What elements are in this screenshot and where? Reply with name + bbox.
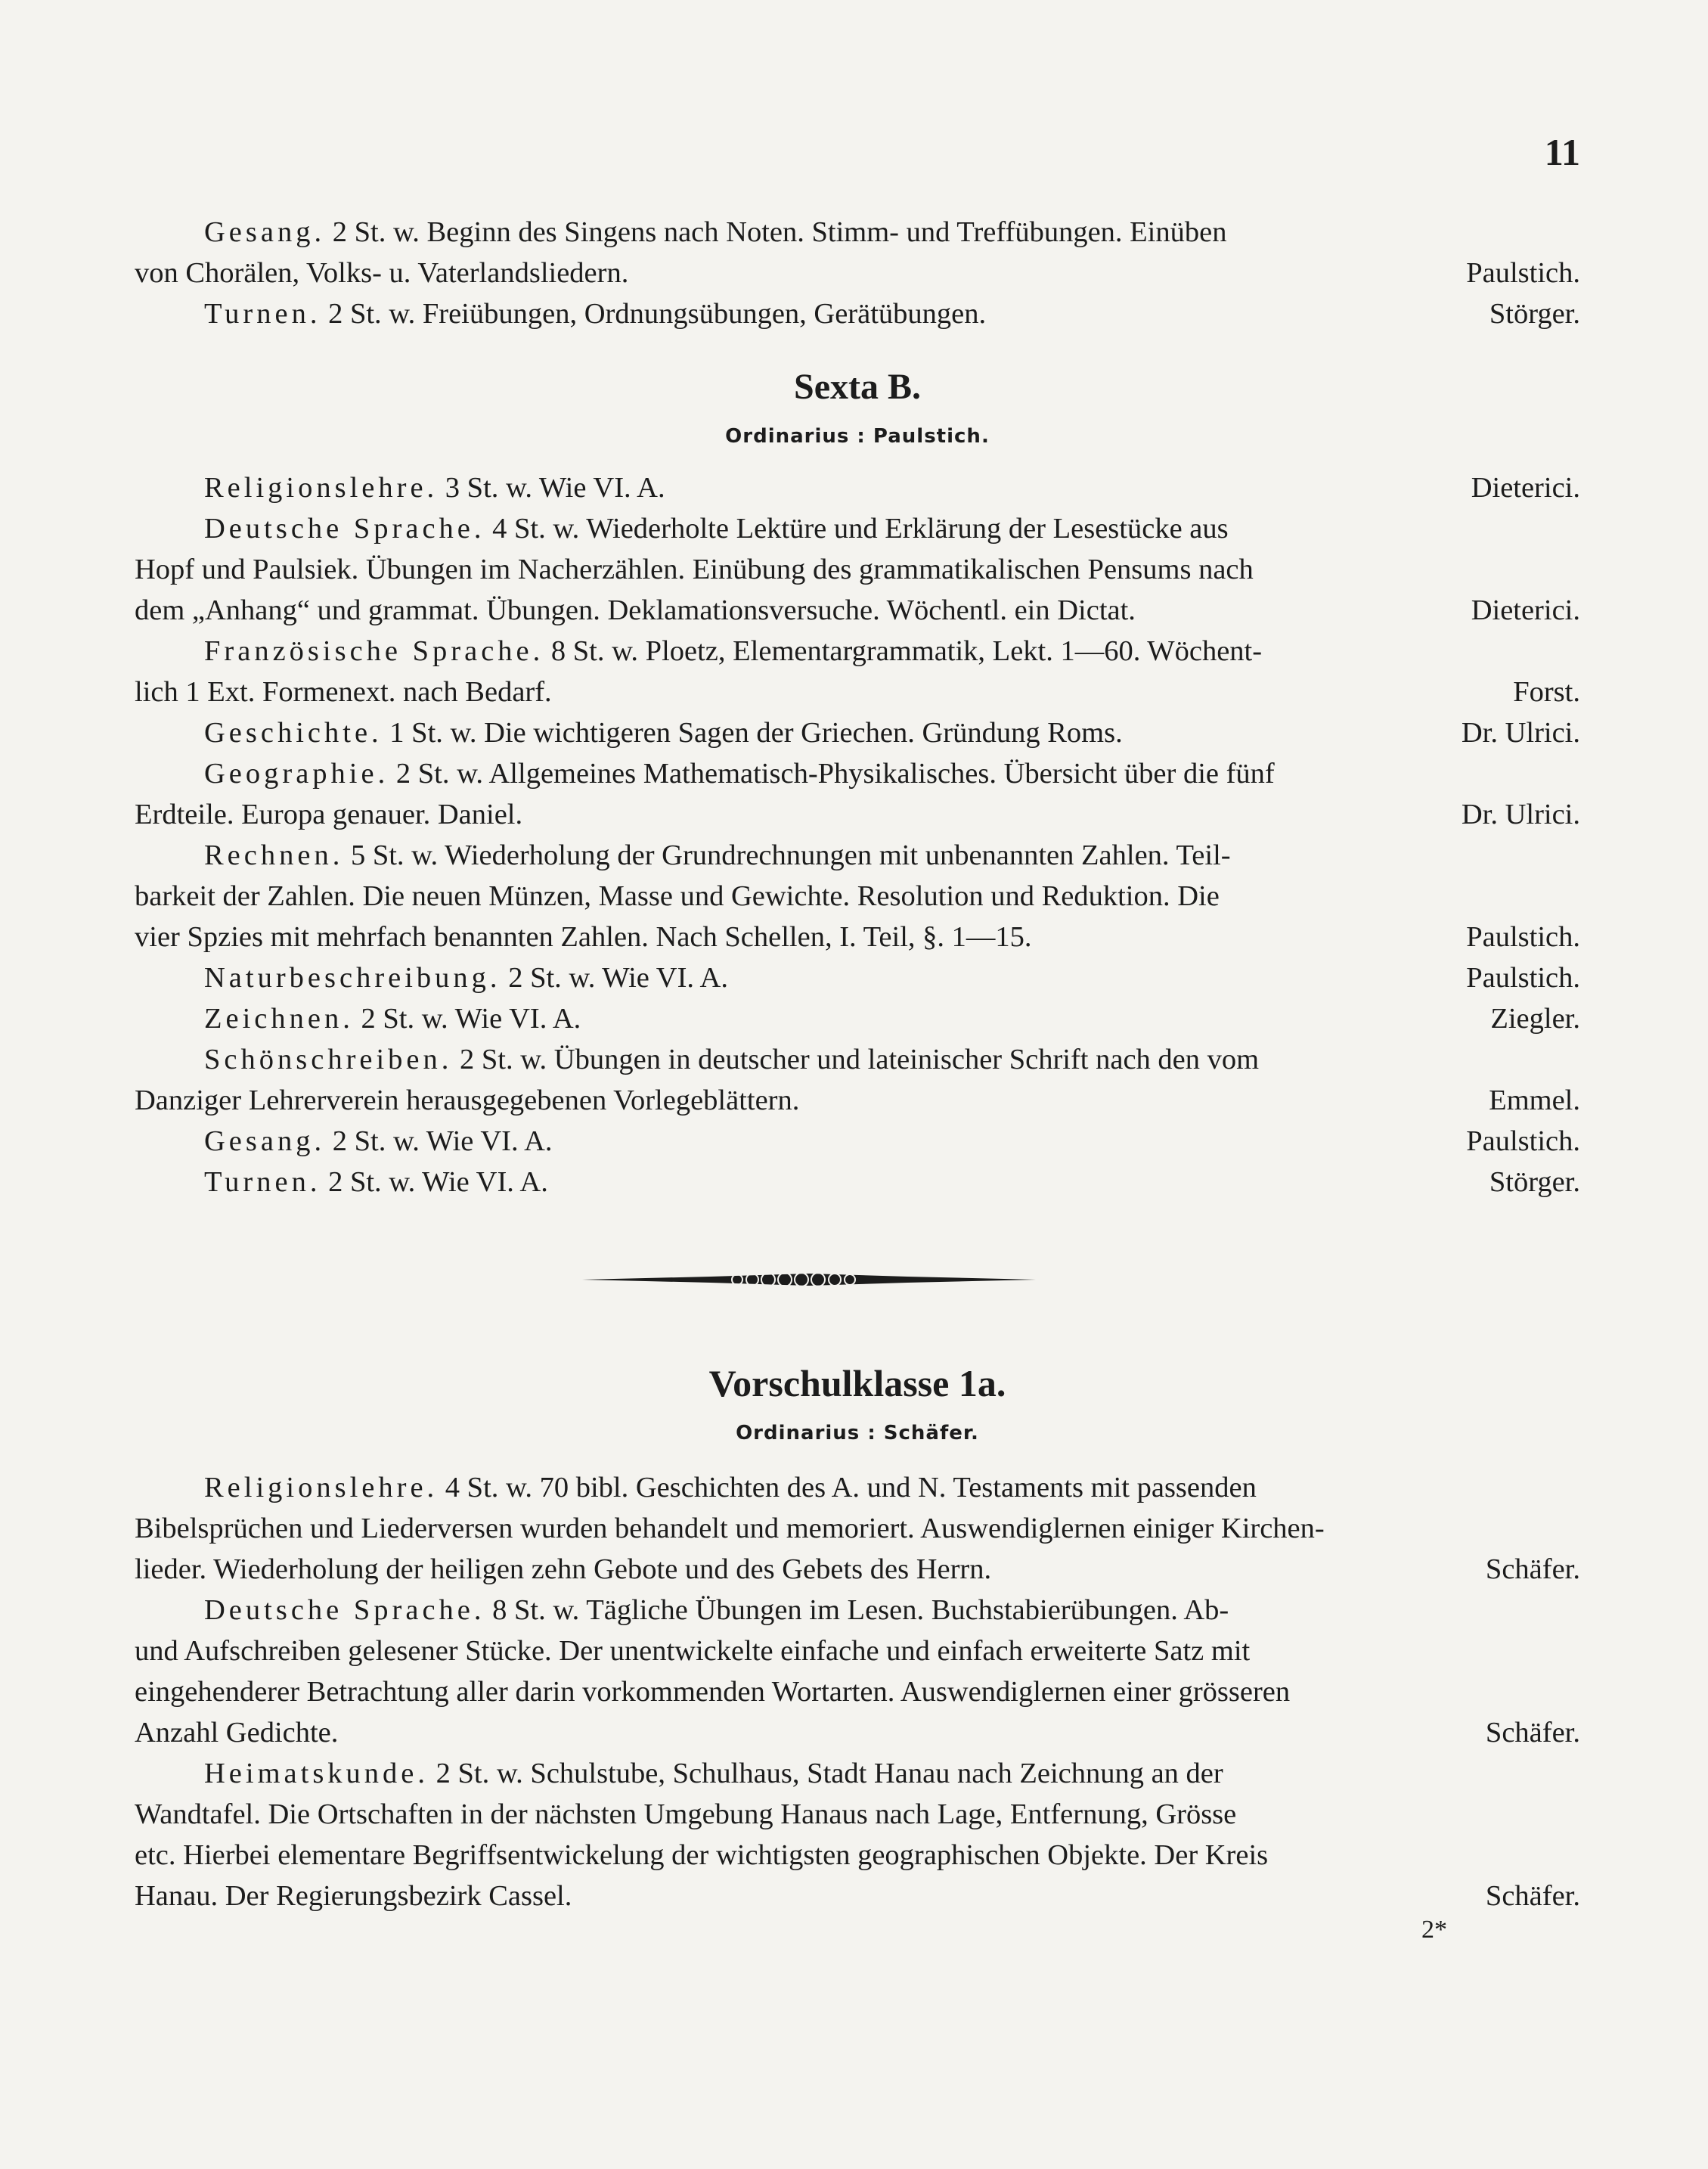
teacher-name: Dieterici. xyxy=(1471,594,1580,626)
subject-label: Religionslehre. xyxy=(204,472,439,504)
line-text: Wandtafel. Die Ortschaften in der nächsten Umgebung Hanaus nach Lage, Entfernung, Grösse xyxy=(135,1798,1237,1830)
teacher-name: Störger. xyxy=(1489,298,1580,330)
teacher-name: Paulstich. xyxy=(1466,962,1580,994)
line-text: Hanau. Der Regierungsbezirk Cassel. xyxy=(135,1880,572,1912)
text-line xyxy=(135,1671,1580,1712)
subject-label: Religionslehre. xyxy=(204,1472,439,1503)
text-line xyxy=(135,631,1580,672)
text-line xyxy=(135,753,1580,794)
line-text: 2 St. w. Allgemeines Mathematisch-Physikalisches. Übersicht über die fünf xyxy=(389,758,1275,790)
line-text: 2 St. w. Freiübungen, Ordnungsübungen, Gerätübungen. xyxy=(321,298,987,330)
line-text: dem „Anhang“ und grammat. Übungen. Deklamationsversuche. Wöchentl. ein Dictat. xyxy=(135,594,1136,626)
subject-label: Geschichte. xyxy=(204,717,383,749)
line-text: 5 St. w. Wiederholung der Grundrechnungen mit unbenannten Zahlen. Teil- xyxy=(343,839,1231,871)
teacher-name: Schäfer. xyxy=(1485,1880,1580,1912)
line-text: 4 St. w. Wiederholte Lektüre und Erklärung der Lesestücke aus xyxy=(485,513,1229,545)
text-line xyxy=(135,998,1580,1039)
teacher-name: Schäfer. xyxy=(1485,1553,1580,1585)
teacher-name: Paulstich. xyxy=(1466,257,1580,289)
text-line xyxy=(135,794,1580,835)
ordinarius-vorschulklasse: Ordinarius : Schäfer. xyxy=(736,1422,979,1444)
text-line xyxy=(135,917,1580,957)
sexta-b-body xyxy=(135,467,1580,1202)
subject-label: Turnen. xyxy=(204,298,321,330)
page-number: 11 xyxy=(1544,131,1580,173)
line-text: Hopf und Paulsiek. Übungen im Nacherzählen. Einübung des grammatikalischen Pensums nach xyxy=(135,554,1254,585)
line-text: 8 St. w. Tägliche Übungen im Lesen. Buchstabierübungen. Ab- xyxy=(485,1594,1229,1626)
line-text: von Chorälen, Volks- u. Vaterlandsliedern. xyxy=(135,257,629,289)
teacher-name: Ziegler. xyxy=(1490,1003,1580,1035)
line-text: Danziger Lehrerverein herausgegebenen Vorlegeblättern. xyxy=(135,1084,800,1116)
text-line xyxy=(135,590,1580,631)
line-text: 2 St. w. Wie VI. A. xyxy=(501,962,728,994)
text-line xyxy=(135,1467,1580,1508)
text-line xyxy=(135,1039,1580,1080)
vorschule-body xyxy=(135,1467,1580,1916)
text-line xyxy=(135,1549,1580,1590)
subject-label: Gesang. xyxy=(204,216,326,248)
text-line xyxy=(135,1080,1580,1121)
text-line xyxy=(135,253,1580,293)
text-line xyxy=(135,1712,1580,1753)
teacher-name: Dr. Ulrici. xyxy=(1461,799,1580,830)
line-text: vier Spzies mit mehrfach benannten Zahlen. Nach Schellen, I. Teil, §. 1—15. xyxy=(135,921,1032,953)
text-line xyxy=(135,1121,1580,1162)
line-text: 2 St. w. Beginn des Singens nach Noten. Stimm- und Treffübungen. Einüben xyxy=(325,216,1227,248)
signature-mark: 2* xyxy=(1421,1916,1447,1944)
text-line xyxy=(135,876,1580,917)
ornament-divider xyxy=(582,1266,1036,1293)
teacher-name: Emmel. xyxy=(1489,1084,1580,1116)
line-text: 2 St. w. Wie VI. A. xyxy=(353,1003,581,1035)
text-line xyxy=(135,712,1580,753)
line-text: 8 St. w. Ploetz, Elementargrammatik, Lekt. 1—60. Wöchent- xyxy=(544,635,1263,667)
teacher-name: Forst. xyxy=(1513,676,1580,708)
teacher-name: Störger. xyxy=(1489,1166,1580,1198)
text-line xyxy=(135,549,1580,590)
subject-label: Rechnen. xyxy=(204,839,344,871)
text-line xyxy=(135,672,1580,712)
subject-label: Französische Sprache. xyxy=(204,635,544,667)
teacher-name: Schäfer. xyxy=(1485,1717,1580,1749)
teacher-name: Dr. Ulrici. xyxy=(1461,717,1580,749)
subject-label: Schönschreiben. xyxy=(204,1044,453,1075)
line-text: eingehenderer Betrachtung aller darin vorkommenden Wortarten. Auswendiglernen einer grösseren xyxy=(135,1676,1291,1708)
text-line xyxy=(135,835,1580,876)
subject-label: Deutsche Sprache. xyxy=(204,1594,485,1626)
subject-label: Gesang. xyxy=(204,1125,326,1157)
text-line xyxy=(135,212,1580,253)
line-text: barkeit der Zahlen. Die neuen Münzen, Masse und Gewichte. Resolution und Reduktion. Die xyxy=(135,880,1220,912)
line-text: Bibelsprüchen und Liederversen wurden behandelt und memoriert. Auswendiglernen einiger Kirchen- xyxy=(135,1513,1325,1544)
text-line xyxy=(135,1508,1580,1549)
line-text: Anzahl Gedichte. xyxy=(135,1717,339,1749)
line-text: 1 St. w. Die wichtigeren Sagen der Griechen. Gründung Roms. xyxy=(382,717,1123,749)
ordinarius-sexta-b: Ordinarius : Paulstich. xyxy=(725,425,990,448)
line-text: 2 St. w. Wie VI. A. xyxy=(325,1125,553,1157)
text-line xyxy=(135,1631,1580,1671)
subject-label: Turnen. xyxy=(204,1166,321,1198)
line-text: 2 St. w. Wie VI. A. xyxy=(321,1166,548,1198)
line-text: etc. Hierbei elementare Begriffsentwickelung der wichtigsten geographischen Objekte. Der Kreis xyxy=(135,1839,1269,1871)
text-line xyxy=(135,467,1580,508)
teacher-name: Paulstich. xyxy=(1466,1125,1580,1157)
teacher-name: Paulstich. xyxy=(1466,921,1580,953)
subject-label: Zeichnen. xyxy=(204,1003,354,1035)
text-line xyxy=(135,293,1580,334)
text-line xyxy=(135,1835,1580,1876)
section-title-sexta-b: Sexta B. xyxy=(794,367,921,407)
section-title-vorschulklasse: Vorschulklasse 1a. xyxy=(708,1362,1006,1404)
line-text: 3 St. w. Wie VI. A. xyxy=(438,472,665,504)
text-line xyxy=(135,1590,1580,1631)
line-text: und Aufschreiben gelesener Stücke. Der unentwickelte einfache und einfach erweiterte Satz mit xyxy=(135,1635,1251,1667)
text-line xyxy=(135,1794,1580,1835)
block1 xyxy=(135,212,1580,334)
text-line xyxy=(135,508,1580,549)
text-line xyxy=(135,957,1580,998)
text-line xyxy=(135,1162,1580,1202)
subject-label: Naturbeschreibung. xyxy=(204,962,501,994)
text-line xyxy=(135,1753,1580,1794)
teacher-name: Dieterici. xyxy=(1471,472,1580,504)
text-line xyxy=(135,1876,1580,1916)
line-text: 2 St. w. Übungen in deutscher und lateinischer Schrift nach den vom xyxy=(452,1044,1260,1075)
subject-label: Heimatskunde. xyxy=(204,1758,429,1789)
line-text: 4 St. w. 70 bibl. Geschichten des A. und N. Testaments mit passenden xyxy=(438,1472,1257,1503)
line-text: Erdteile. Europa genauer. Daniel. xyxy=(135,799,523,830)
line-text: lich 1 Ext. Formenext. nach Bedarf. xyxy=(135,676,552,708)
subject-label: Deutsche Sprache. xyxy=(204,513,485,545)
subject-label: Geographie. xyxy=(204,758,389,790)
line-text: 2 St. w. Schulstube, Schulhaus, Stadt Hanau nach Zeichnung an der xyxy=(429,1758,1223,1789)
line-text: lieder. Wiederholung der heiligen zehn Gebote und des Gebets des Herrn. xyxy=(135,1553,992,1585)
